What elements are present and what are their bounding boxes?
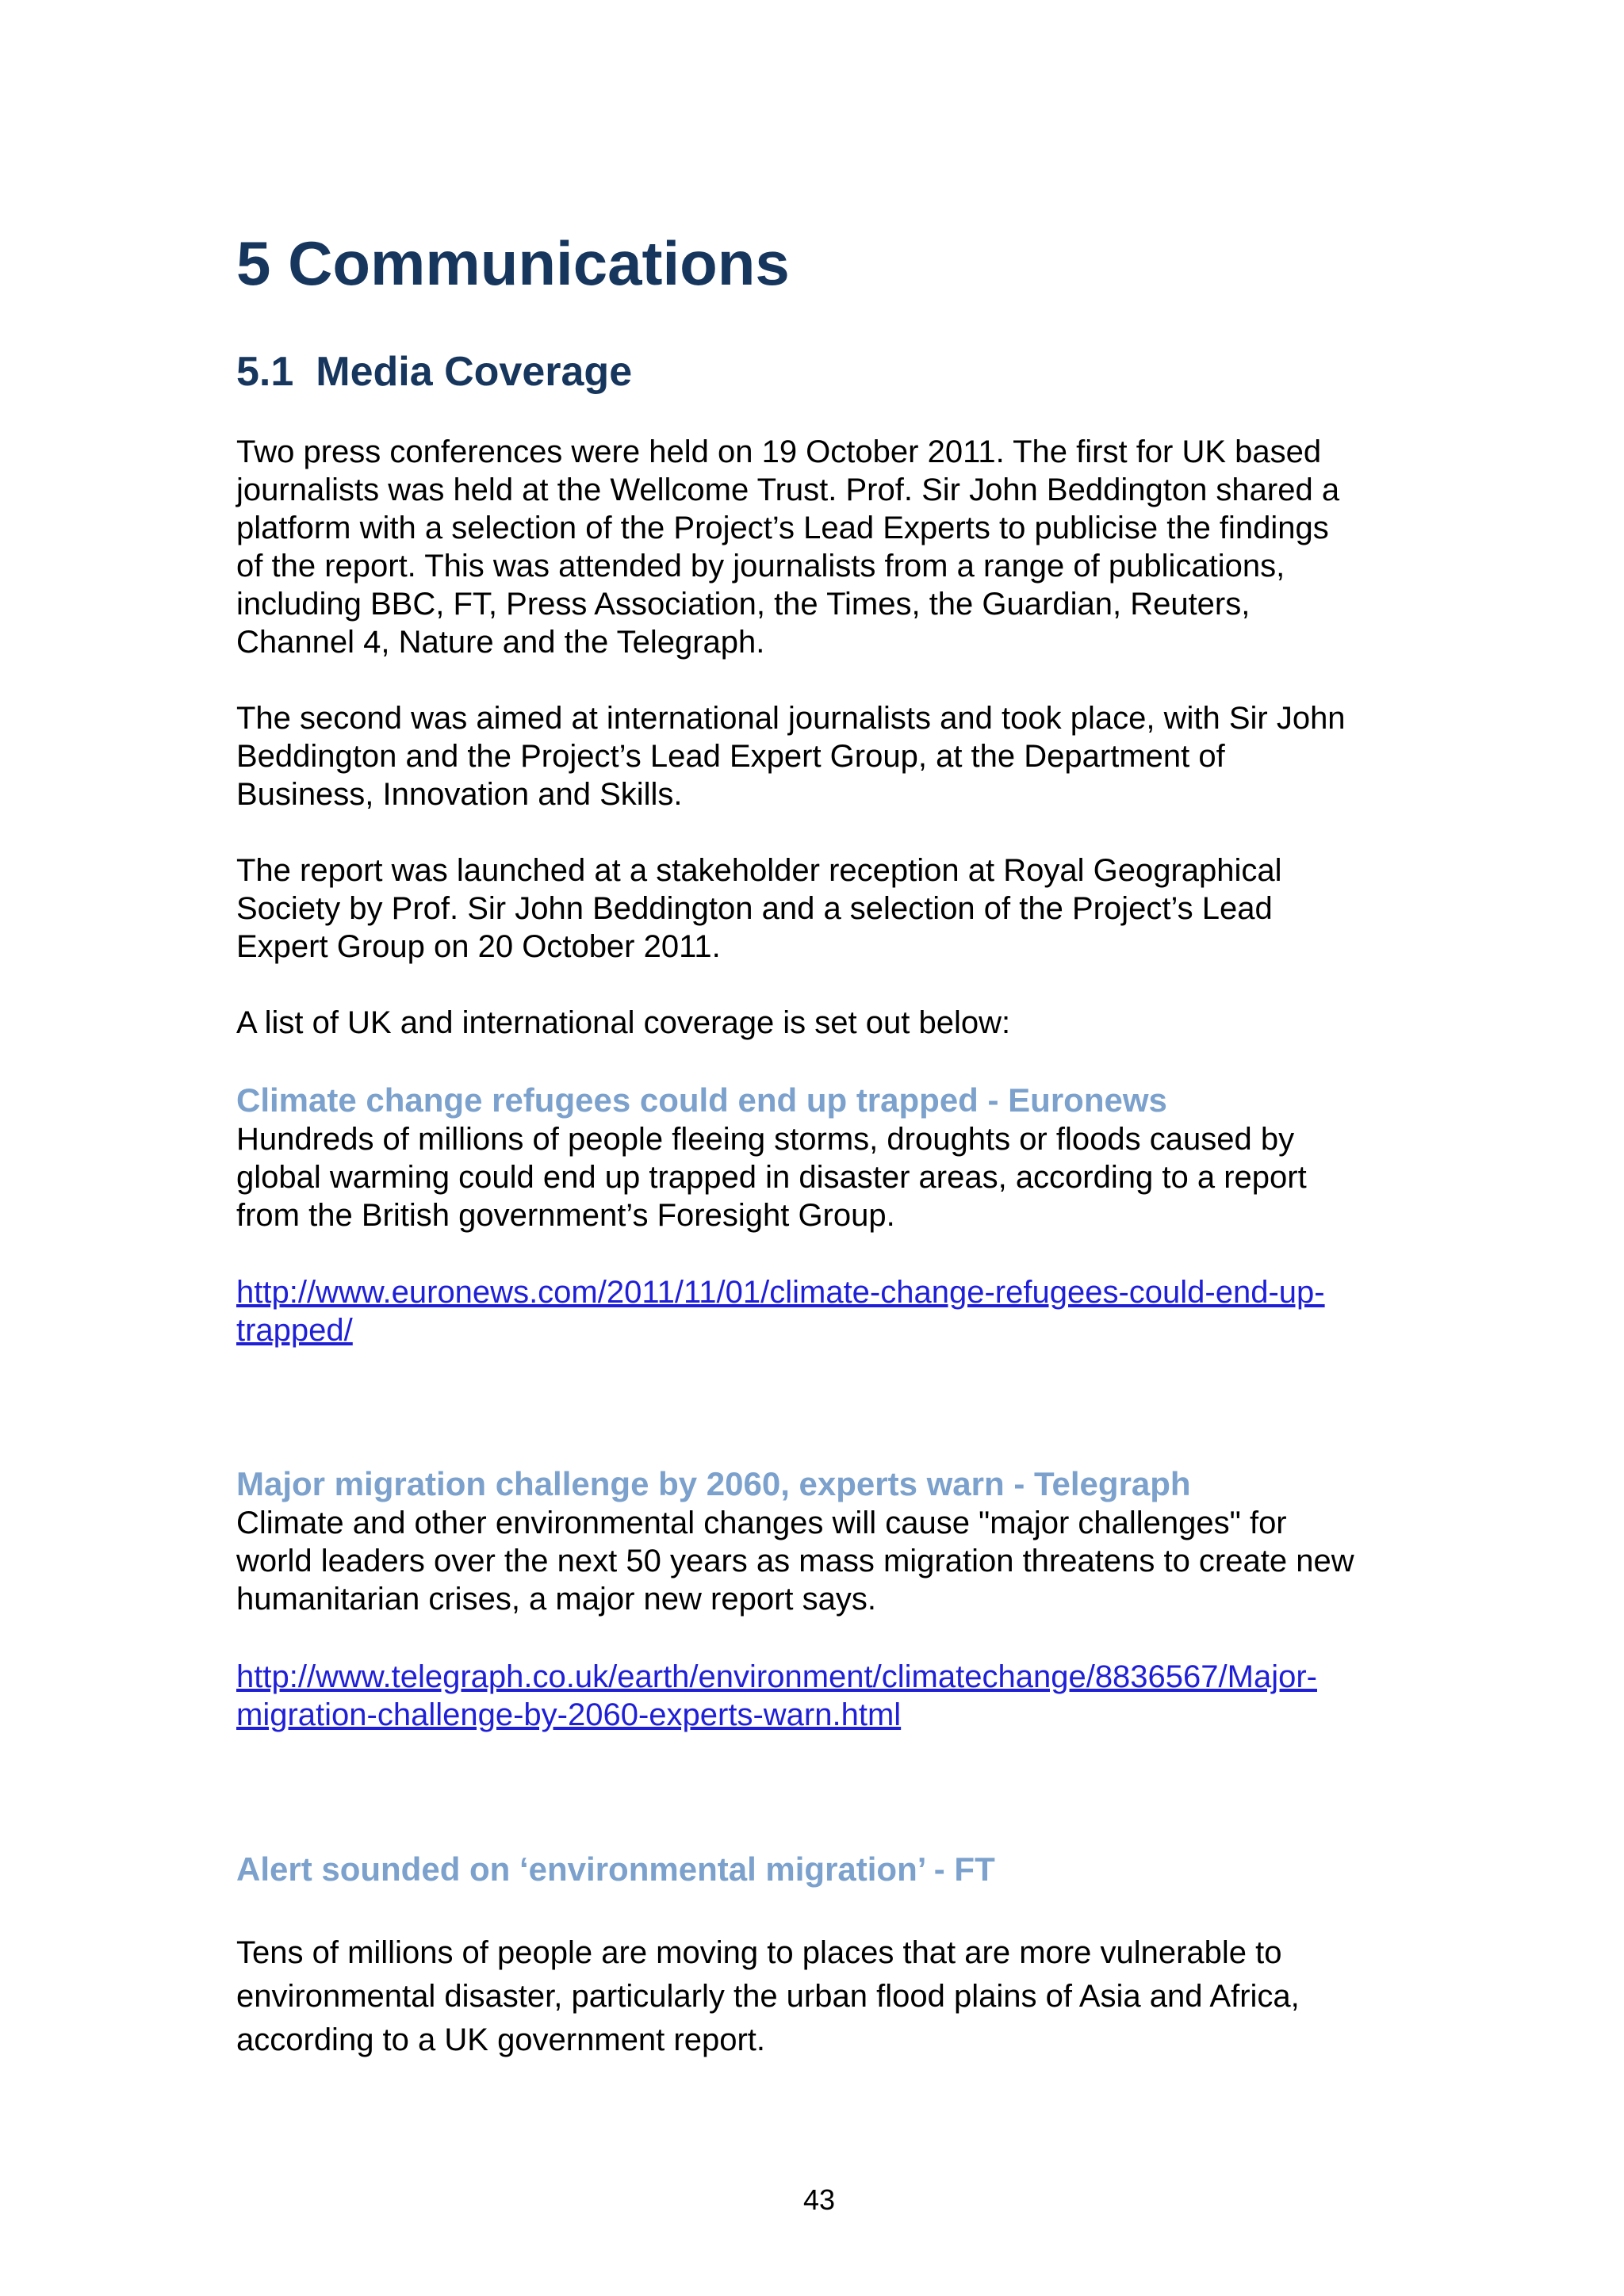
- subsection-title: Media Coverage: [316, 349, 633, 395]
- coverage-link-telegraph[interactable]: [236, 1658, 1317, 1734]
- summary-line: humanitarian crises, a major new report says.: [236, 1582, 876, 1617]
- paragraph-line: Society by Prof. Sir John Beddington and a selection of the Project’s Lead: [236, 891, 1273, 926]
- coverage-title-ft: Alert sounded on ‘environmental migration’ - FT: [236, 1850, 995, 1888]
- paragraph-line: The second was aimed at international journalists and took place, with Sir John: [236, 701, 1346, 736]
- paragraph-international: [236, 699, 1402, 813]
- link-line[interactable]: http://www.telegraph.co.uk/earth/environment/climatechange/8836567/Major-: [236, 1659, 1317, 1694]
- subsection-number: 5.1: [236, 349, 294, 395]
- summary-line: environmental disaster, particularly the urban flood plains of Asia and Africa,: [236, 1979, 1300, 2014]
- paragraph-line: including BBC, FT, Press Association, the Times, the Guardian, Reuters,: [236, 587, 1251, 622]
- paragraph-coverage-intro: [236, 1004, 1402, 1042]
- section-number: 5: [236, 228, 271, 298]
- subsection-heading: [236, 350, 632, 395]
- summary-line: Hundreds of millions of people fleeing storms, droughts or floods caused by: [236, 1122, 1295, 1157]
- paragraph-line: Channel 4, Nature and the Telegraph.: [236, 625, 765, 660]
- paragraph-launch: [236, 851, 1402, 966]
- summary-line: world leaders over the next 50 years as mass migration threatens to create new: [236, 1544, 1354, 1578]
- summary-line: according to a UK government report.: [236, 2022, 766, 2057]
- summary-line: global warming could end up trapped in disaster areas, according to a report: [236, 1160, 1307, 1195]
- paragraph-line: Beddington and the Project’s Lead Expert Group, at the Department of: [236, 739, 1225, 774]
- section-title: Communications: [288, 228, 790, 298]
- summary-line: Climate and other environmental changes will cause "major challenges" for: [236, 1506, 1287, 1540]
- coverage-summary-euronews: [236, 1120, 1402, 1234]
- paragraph-line: platform with a selection of the Project’s Lead Experts to publicise the findings: [236, 511, 1329, 545]
- link-line[interactable]: migration-challenge-by-2060-experts-warn.html: [236, 1697, 902, 1732]
- paragraph-line: The report was launched at a stakeholder reception at Royal Geographical: [236, 853, 1282, 888]
- link-line[interactable]: http://www.euronews.com/2011/11/01/climate-change-refugees-could-end-up-: [236, 1275, 1325, 1310]
- coverage-title-telegraph: Major migration challenge by 2060, experts warn - Telegraph: [236, 1465, 1191, 1502]
- section-heading: [236, 230, 790, 298]
- paragraph-line: A list of UK and international coverage is set out below:: [236, 1005, 1011, 1040]
- summary-line: from the British government’s Foresight Group.: [236, 1198, 895, 1233]
- paragraph-line: Business, Innovation and Skills.: [236, 777, 683, 812]
- page-number: 43: [802, 2183, 836, 2216]
- paragraph-line: Expert Group on 20 October 2011.: [236, 929, 721, 964]
- coverage-link-euronews[interactable]: [236, 1273, 1325, 1349]
- summary-line: Tens of millions of people are moving to places that are more vulnerable to: [236, 1935, 1282, 1970]
- coverage-title-euronews: Climate change refugees could end up trapped - Euronews: [236, 1081, 1167, 1119]
- paragraph-line: of the report. This was attended by journalists from a range of publications,: [236, 549, 1285, 584]
- paragraph-line: Two press conferences were held on 19 October 2011. The first for UK based: [236, 434, 1322, 469]
- coverage-summary-telegraph: [236, 1504, 1402, 1618]
- paragraph-line: journalists was held at the Wellcome Trust. Prof. Sir John Beddington shared a: [236, 473, 1340, 507]
- paragraph-press-conferences: [236, 433, 1402, 661]
- link-line[interactable]: trapped/: [236, 1313, 353, 1348]
- coverage-summary-ft: [236, 1931, 1402, 2062]
